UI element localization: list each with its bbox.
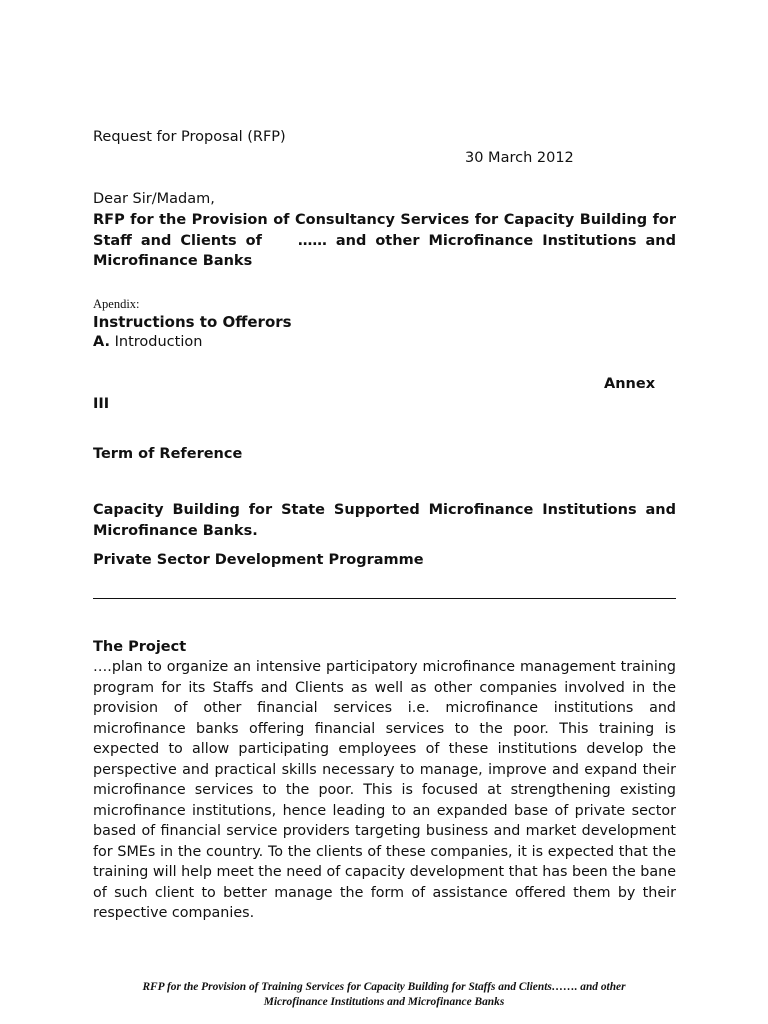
horizontal-rule [93,598,676,599]
section-a-heading [93,332,202,353]
salutation: Dear Sir/Madam, [93,191,215,207]
footer-line-2: Microfinance Institutions and Microfinance Banks [263,996,505,1008]
section-title: Introduction [114,334,203,350]
page-footer [98,980,670,1010]
programme-title: Private Sector Development Programme [93,552,424,568]
annex-numeral: III [93,396,110,412]
document-date: 30 March 2012 [465,150,574,166]
document-page [93,0,676,1024]
project-body: ….plan to organize an intensive participatory microfinance management training program for its Staffs and Clients as well as other companies involved in the provision of other financial services i.e. microfinance institutions and microfinance banks offering financial services to the poor. This training is expected to allow participating employees of these institutions develop the perspective and practical skills necessary to manage, improve and expand their microfinance services to the poor. This is focused at strengthening existing microfinance institutions, hence leading to an expanded base of private sector based of financial service providers targeting business and market development for SMEs in the country. To the clients of these companies, it is expected that the training will help meet the need of capacity development that has been the bane of such client to better manage the form of assistance offered them by their respective companies. [93,659,676,921]
rfp-heading: Request for Proposal (RFP) [93,129,286,145]
project-heading: The Project [93,639,187,655]
appendix-label: Apendix: [93,297,140,311]
section-letter: A. [93,334,110,350]
term-of-reference: Term of Reference [93,446,243,462]
annex-word: Annex [604,376,656,392]
instructions-title: Instructions to Offerors [93,313,292,331]
footer-line-1: RFP for the Provision of Training Services for Capacity Building for Staffs and Clients……. and other [142,981,626,993]
capacity-building-title: Capacity Building for State Supported Microfinance Institutions and Microfinance Banks. [93,502,676,539]
rfp-subject: RFP for the Provision of Consultancy Services for Capacity Building for Staff and Clients of …… and other Microfinance Institutions and Microfinance Banks [93,212,676,269]
